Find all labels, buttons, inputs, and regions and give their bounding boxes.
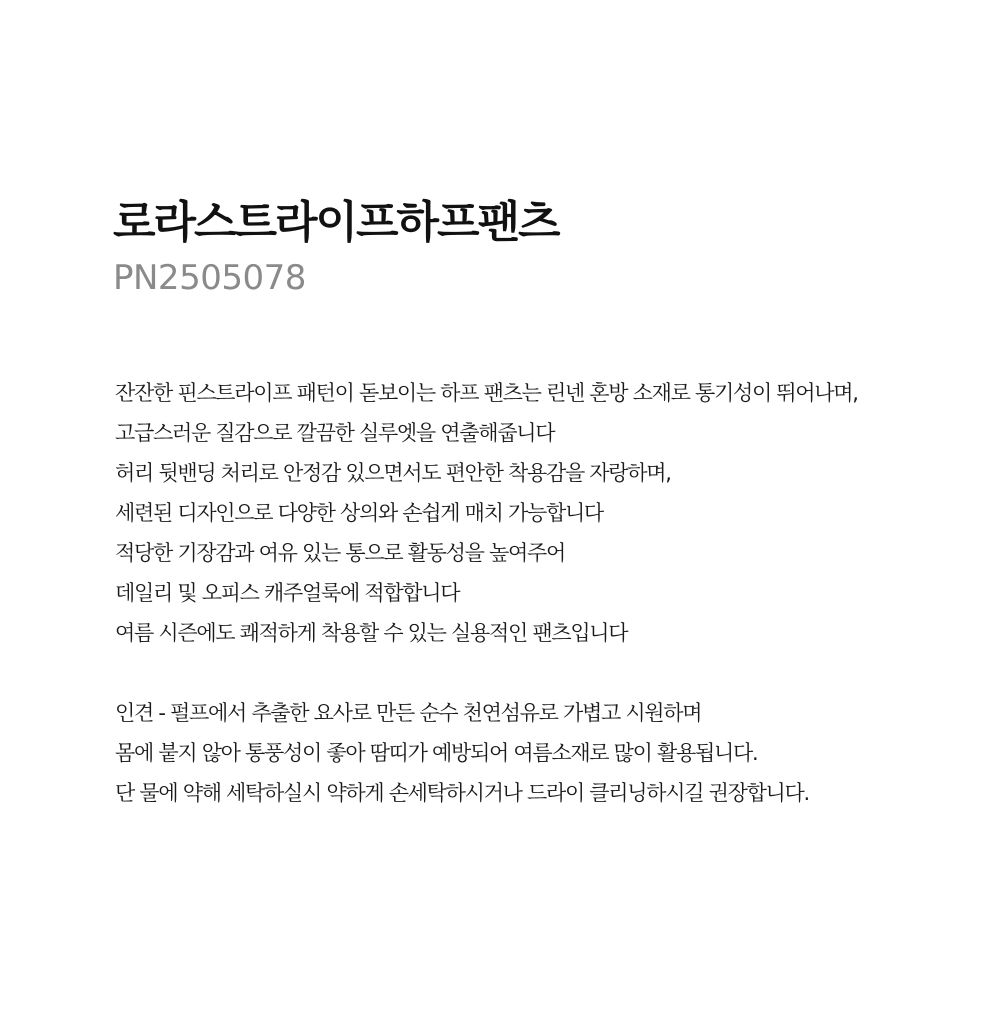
description-line: 적당한 기장감과 여유 있는 통으로 활동성을 높여주어 [115,541,565,565]
description-line: 여름 시즌에도 쾌적하게 착용할 수 있는 실용적인 팬츠입니다 [115,621,628,645]
description-paragraph-material [115,693,995,813]
product-header [113,192,993,300]
description-paragraph-features [115,373,995,653]
description-line: 데일리 및 오피스 캐주얼룩에 적합합니다 [115,581,460,605]
product-code: PN2505078 [113,258,306,298]
description-line: 인견 - 펄프에서 추출한 요사로 만든 순수 천연섬유로 가볍고 시원하며 [115,701,702,725]
description-line: 잔잔한 핀스트라이프 패턴이 돋보이는 하프 팬츠는 린넨 혼방 소재로 통기성이 뛰어나며, [115,381,858,405]
product-title: 로라스트라이프하프팬츠 [113,197,559,248]
product-description [115,373,995,813]
description-line: 몸에 붙지 않아 통풍성이 좋아 땀띠가 예방되어 여름소재로 많이 활용됩니다. [115,741,758,765]
description-line: 허리 뒷밴딩 처리로 안정감 있으면서도 편안한 착용감을 자랑하며, [115,461,671,485]
description-line: 단 물에 약해 세탁하실시 약하게 손세탁하시거나 드라이 클리닝하시길 권장합니다. [115,781,809,805]
description-line: 고급스러운 질감으로 깔끔한 실루엣을 연출해줍니다 [115,421,555,445]
description-line: 세련된 디자인으로 다양한 상의와 손쉽게 매치 가능합니다 [115,501,603,525]
